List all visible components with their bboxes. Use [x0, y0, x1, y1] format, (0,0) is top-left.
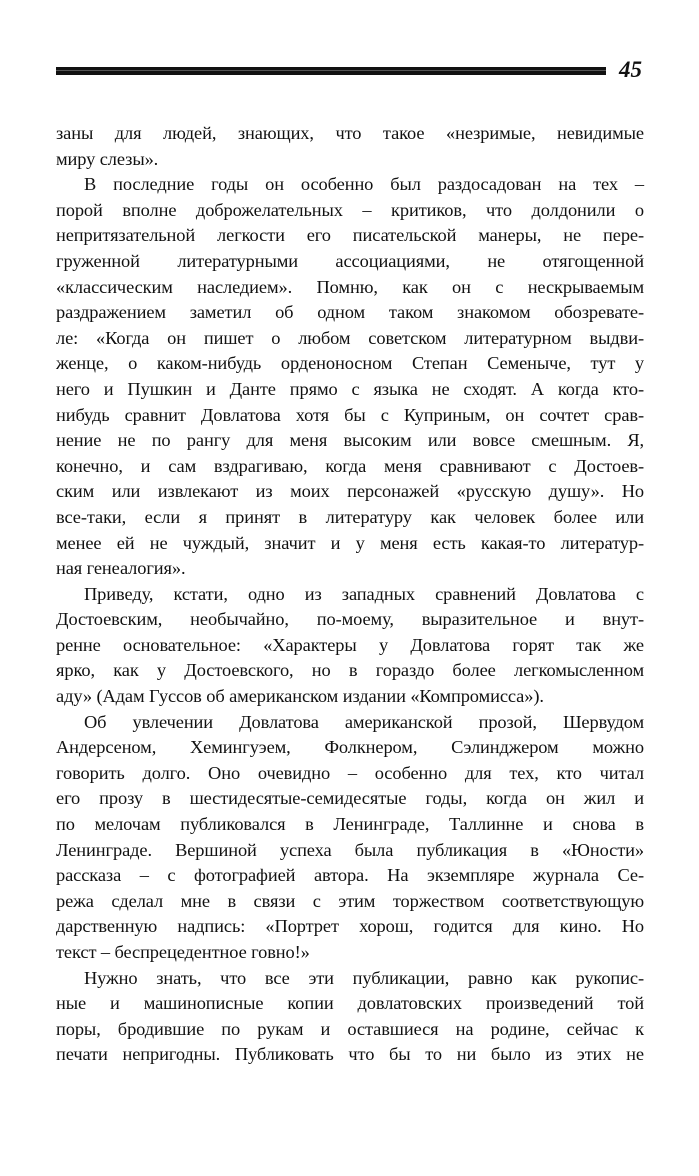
text-line: печати непригодны. Публиковать что бы то ни было из этих не: [56, 1044, 644, 1065]
text-line: женце, о каком-нибудь орденоносном Степан Семеныче, тут у: [56, 353, 644, 374]
text-line: ле: «Когда он пишет о любом советском литературном выдви-: [56, 327, 644, 348]
text-line: все-таки, если я принят в литературу как человек более или: [56, 506, 644, 527]
running-header: [56, 58, 646, 88]
text-line: Об увлечении Довлатова американской прозой, Шервудом: [84, 711, 644, 732]
text-line: миру слезы».: [56, 148, 159, 169]
text-line: режа сделал мне в связи с этим торжеством соответствующую: [56, 890, 644, 911]
paragraph: [56, 710, 644, 966]
paragraph: [56, 172, 644, 582]
text-line: Нужно знать, что все эти публикации, равно как рукопис-: [84, 967, 644, 988]
text-line: аду» (Адам Гуссов об американском издании «Компромисса»).: [56, 686, 544, 707]
text-line: ским или извлекают из моих персонажей «русскую душу». Но: [56, 481, 644, 502]
text-line: ная генеалогия».: [56, 558, 186, 579]
text-line: по мелочам публиковался в Ленинграде, Таллинне и снова в: [56, 814, 644, 835]
paragraph: [56, 121, 644, 172]
text-line: В последние годы он особенно был раздосадован на тех –: [84, 174, 644, 195]
text-line: Приведу, кстати, одно из западных сравнений Довлатова с: [84, 583, 644, 604]
paragraph: [56, 582, 644, 710]
text-line: ярко, как у Достоевского, но в гораздо более легкомысленном: [56, 660, 644, 681]
text-line: груженной литературными ассоциациями, не отягощенной: [56, 250, 644, 271]
text-line: рассказа – с фотографией автора. На экземпляре журнала Се-: [56, 865, 644, 886]
paragraph: [56, 966, 644, 1068]
text-line: «классическим наследием». Помню, как он с нескрываемым: [56, 276, 644, 297]
page-number: 45: [619, 57, 642, 82]
text-line: нибудь сравнит Довлатова хотя бы с Куприным, он сочтет срав-: [56, 404, 644, 425]
text-line: дарственную надпись: «Портрет хорош, годится для кино. Но: [56, 916, 644, 937]
text-line: говорить долго. Оно очевидно – особенно для тех, кто читал: [56, 762, 644, 783]
text-line: заны для людей, знающих, что такое «незримые, невидимые: [56, 123, 644, 143]
header-rule: [56, 67, 606, 75]
text-line: поры, бродившие по рукам и оставшиеся на родине, сейчас к: [56, 1018, 644, 1039]
text-line: порой вполне доброжелательных – критиков, что долдонили о: [56, 199, 644, 220]
text-line: нение не по рангу для меня высоким или вовсе смешным. Я,: [56, 430, 644, 451]
text-line: него и Пушкин и Данте прямо с языка не сходят. А когда кто-: [56, 378, 644, 399]
text-line: менее ей не чуждый, значит и у меня есть какая-то литератур-: [56, 532, 644, 553]
text-line: ренне основательное: «Характеры у Довлатова горят так же: [56, 634, 644, 655]
text-line: текст – беспрецедентное говно!»: [56, 942, 310, 962]
text-line: Ленинграде. Вершиной успеха была публикация в «Юности»: [56, 839, 644, 860]
text-line: ные и машинописные копии довлатовских произведений той: [56, 993, 644, 1014]
body-text: [56, 121, 644, 1068]
text-line: его прозу в шестидесятые-семидесятые годы, когда он жил и: [56, 788, 644, 809]
text-line: конечно, и сам вздрагиваю, когда меня сравнивают с Достоев-: [56, 455, 644, 476]
text-line: непритязательной легкости его писательской манеры, не пере-: [56, 225, 644, 246]
text-line: Андерсеном, Хемингуэем, Фолкнером, Сэлинджером можно: [56, 737, 644, 758]
text-line: Достоевским, необычайно, по-моему, выразительное и внут-: [56, 609, 644, 630]
text-line: раздражением заметил об одном таком знакомом обозревате-: [56, 302, 644, 323]
